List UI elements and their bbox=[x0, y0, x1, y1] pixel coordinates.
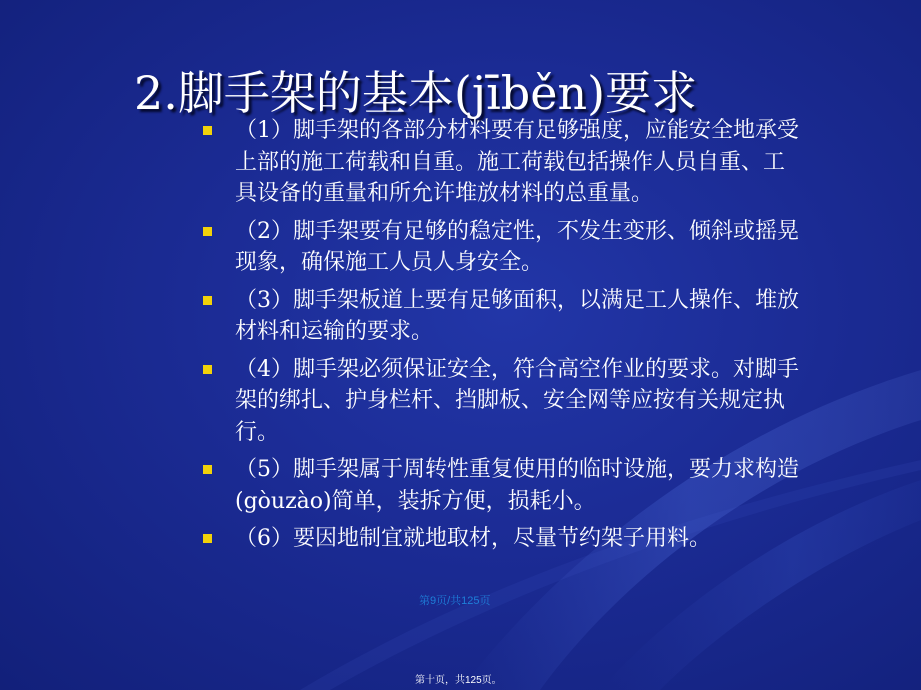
bullet-item-6 bbox=[196, 523, 806, 555]
square-bullet-icon bbox=[203, 465, 212, 474]
footer-page-label: 第十页，共125页。 bbox=[415, 675, 502, 686]
bullet-item-5 bbox=[196, 454, 806, 517]
bullet-list bbox=[196, 115, 806, 561]
square-bullet-icon bbox=[203, 534, 212, 543]
bullet-item-2 bbox=[196, 216, 806, 279]
bullet-item-4 bbox=[196, 354, 806, 449]
square-bullet-icon bbox=[203, 296, 212, 305]
bullet-item-1 bbox=[196, 115, 806, 210]
bullet-text: （1）脚手架的各部分材料要有足够强度，应能安全地承受上部的施工荷载和自重。施工荷载包括操作人员自重、工具设备的重量和所允许堆放材料的总重量。 bbox=[235, 118, 799, 206]
bullet-text: （3）脚手架板道上要有足够面积，以满足工人操作、堆放材料和运输的要求。 bbox=[235, 287, 799, 344]
slide-title: 2.脚手架的基本(jīběn)要求 bbox=[134, 66, 698, 120]
bullet-item-3 bbox=[196, 285, 806, 348]
square-bullet-icon bbox=[203, 365, 212, 374]
square-bullet-icon bbox=[203, 227, 212, 236]
bullet-text: （5）脚手架属于周转性重复使用的临时设施，要力求构造(gòuzào)简单，装拆方便，损耗小。 bbox=[235, 457, 799, 514]
page-number-label: 第9页/共125页 bbox=[419, 595, 491, 607]
bullet-text: （2）脚手架要有足够的稳定性，不发生变形、倾斜或摇晃现象，确保施工人员人身安全。 bbox=[235, 218, 799, 275]
bullet-text: （6）要因地制宜就地取材，尽量节约架子用料。 bbox=[235, 526, 711, 551]
bullet-text: （4）脚手架必须保证安全，符合高空作业的要求。对脚手架的绑扎、护身栏杆、挡脚板、安全网等应按有关规定执行。 bbox=[235, 356, 799, 445]
square-bullet-icon bbox=[203, 126, 212, 135]
